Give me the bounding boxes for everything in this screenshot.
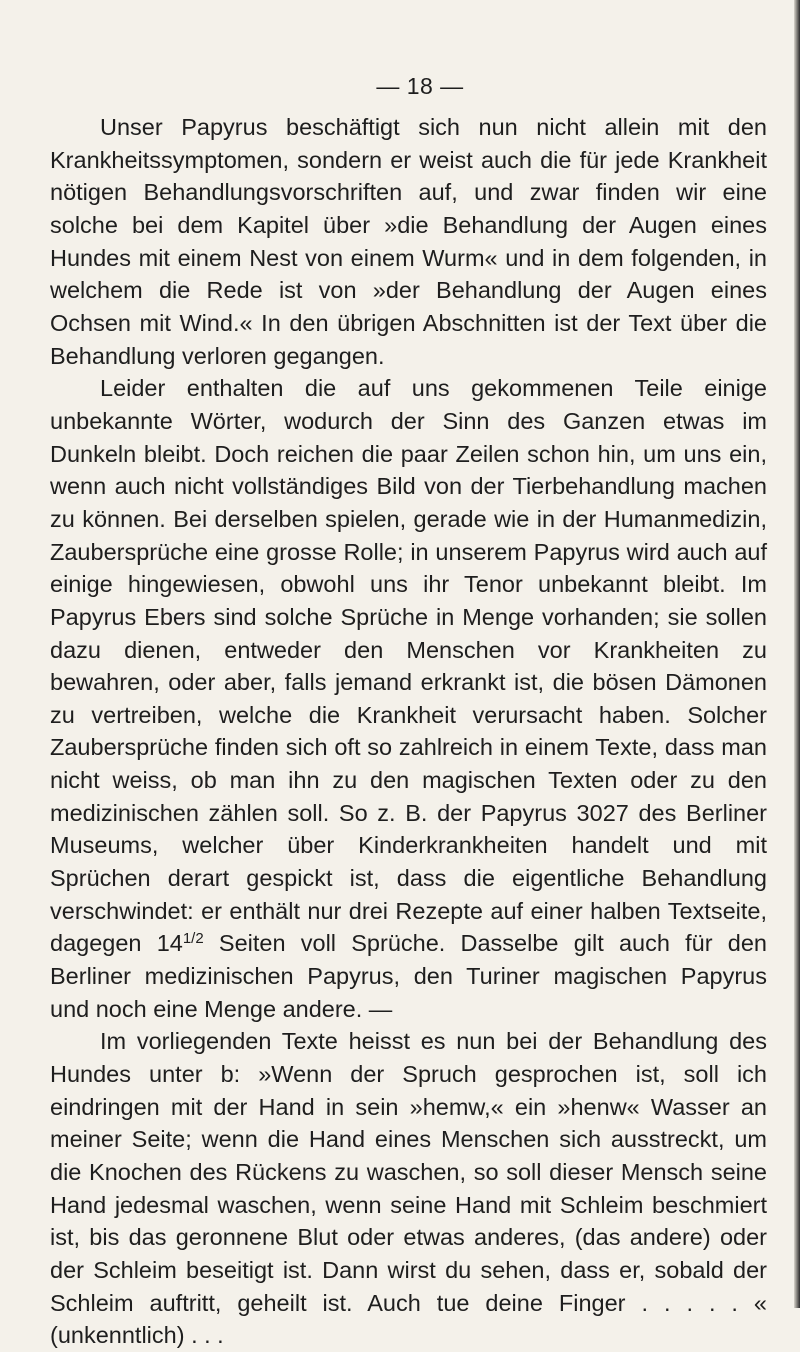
paragraph-2-text-after: Seiten voll Sprüche. Dasselbe gilt auch für den Berliner medizinischen Papyrus, den Turiner magischen Papyrus und noch eine Menge andere. — [50, 930, 767, 1022]
body-text [50, 111, 767, 1352]
page-edge-shadow [794, 0, 800, 1308]
paragraph-1: Unser Papyrus beschäftigt sich nun nicht allein mit den Krankheitssymptomen, sondern er weist auch die für jede Krankheit nötigen Behandlungsvorschriften auf, und zwar finden wir eine solche bei dem Kapitel über »die Behandlung der Augen eines Hundes mit einem Nest von einem Wurm« und in dem folgenden, in welchem die Rede ist von »der Behandlung der Augen eines Ochsen mit Wind.« In den übrigen Abschnitten ist der Text über die Behandlung verloren gegangen. [50, 114, 767, 369]
paragraph-2 [50, 372, 767, 1025]
page-number: — 18 — [376, 73, 464, 99]
paragraph-3: Im vorliegenden Texte heisst es nun bei der Behandlung des Hundes unter b: »Wenn der Spruch gesprochen ist, soll ich eindringen mit der Hand in sein »hemw,« ein »henw« Wasser an meiner Seite; wenn die Hand eines Menschen sich ausstreckt, um die Knochen des Rückens zu waschen, so soll dieser Mensch seine Hand jedesmal waschen, wenn seine Hand mit Schleim beschmiert ist, bis das geronnene Blut oder etwas anderes, (das andere) oder der Schleim beseitigt ist. Dann wirst du sehen, dass er, sobald der Schleim auftritt, geheilt ist. Auch tue deine Finger . . . . . « (unkenntlich) . . . [50, 1028, 767, 1349]
fraction-half: 1/2 [182, 930, 204, 948]
paragraph-2-text-before: Leider enthalten die auf uns gekommenen Teile einige unbekannte Wörter, wodurch der Sinn des Ganzen etwas im Dunkeln bleibt. Doch reichen die paar Zeilen schon hin, um uns ein, wenn auch nicht vollständiges Bild von der Tierbehandlung machen zu können. Bei derselben spielen, gerade wie in der Humanmedizin, Zaubersprüche eine grosse Rolle; in unserem Papyrus wird auch auf einige hingewiesen, obwohl uns ihr Tenor unbekannt bleibt. Im Papyrus Ebers sind solche Sprüche in Menge vorhanden; sie sollen dazu dienen, entweder den Menschen vor Krankheiten zu bewahren, oder aber, falls jemand erkrankt ist, die bösen Dämonen zu vertreiben, welche die Krankheit verursacht haben. Solcher Zaubersprüche finden sich oft so zahlreich in einem Texte, dass man nicht weiss, ob man ihn zu den magischen Texten oder zu den medizinischen zählen soll. So z. B. der Papyrus 3027 des Berliner Museums, welcher über Kinderkrankheiten handelt und mit Sprüchen derart gespickt ist, dass die eigentliche Behandlung verschwindet: er enthält nur drei Rezepte auf einer halben Textseite, dagegen 14 [50, 375, 767, 957]
